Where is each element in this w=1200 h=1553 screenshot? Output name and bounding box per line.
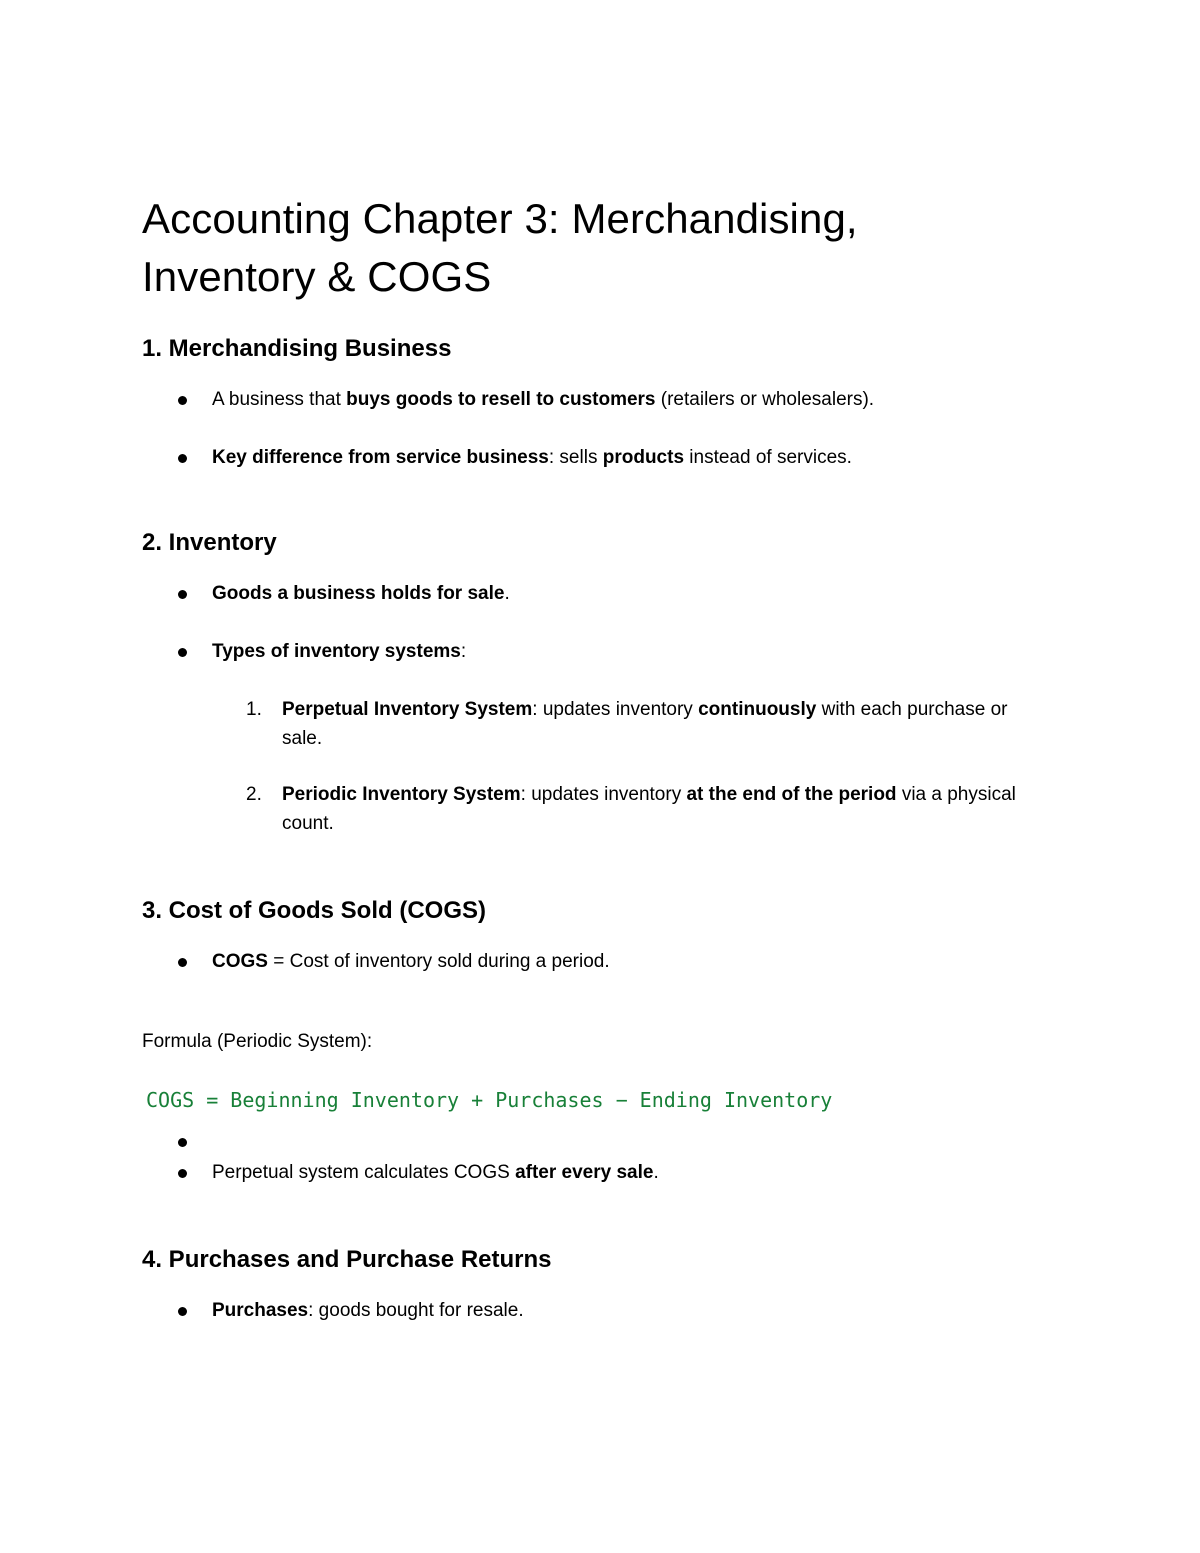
list-item: Goods a business holds for sale. xyxy=(142,580,1062,608)
bullet-dot-icon xyxy=(178,958,187,967)
formula-label: Formula (Periodic System): xyxy=(142,1031,373,1052)
list-item: Purchases: goods bought for resale. xyxy=(142,1297,1062,1325)
bullet-list xyxy=(142,1297,1062,1325)
document-page xyxy=(142,190,1062,1325)
list-item: Key difference from service business: sells products instead of services. xyxy=(142,444,1062,472)
section-heading-inventory: 2. Inventory xyxy=(142,529,277,556)
list-item: 2. Periodic Inventory System: updates inventory at the end of the period via a physical count. xyxy=(246,784,1016,834)
bullet-dot-icon xyxy=(178,648,187,657)
section-heading-purchases: 4. Purchases and Purchase Returns xyxy=(142,1246,552,1273)
section-heading-merchandising-business: 1. Merchandising Business xyxy=(142,335,452,362)
section-heading-cogs: 3. Cost of Goods Sold (COGS) xyxy=(142,897,486,924)
bullet-dot-icon xyxy=(178,1307,187,1316)
bullet-dot-icon xyxy=(178,454,187,463)
list-item: COGS = Cost of inventory sold during a period. xyxy=(142,948,1062,976)
list-item: Types of inventory systems: xyxy=(142,638,1062,666)
list-item: A business that buys goods to resell to customers (retailers or wholesalers). xyxy=(142,386,1062,414)
title-line-1: Accounting Chapter 3: Merchandising, xyxy=(142,195,858,242)
bullet-list xyxy=(142,948,1062,976)
bullet-dot-icon xyxy=(178,1169,187,1178)
list-item xyxy=(142,1128,1062,1156)
bullet-dot-icon xyxy=(178,590,187,599)
bullet-list xyxy=(142,1128,1062,1187)
list-item: 1. Perpetual Inventory System: updates inventory continuously with each purchase or sale. xyxy=(246,699,1008,749)
bullet-dot-icon xyxy=(178,1138,187,1147)
document-title xyxy=(142,190,1062,306)
cogs-formula: COGS = Beginning Inventory + Purchases − Ending Inventory xyxy=(146,1088,833,1112)
title-line-2: Inventory & COGS xyxy=(142,253,492,300)
bullet-dot-icon xyxy=(178,396,187,405)
list-item: Perpetual system calculates COGS after every sale. xyxy=(142,1159,1062,1187)
bullet-list xyxy=(142,580,1062,666)
numbered-list xyxy=(142,695,1062,838)
bullet-list xyxy=(142,386,1062,472)
